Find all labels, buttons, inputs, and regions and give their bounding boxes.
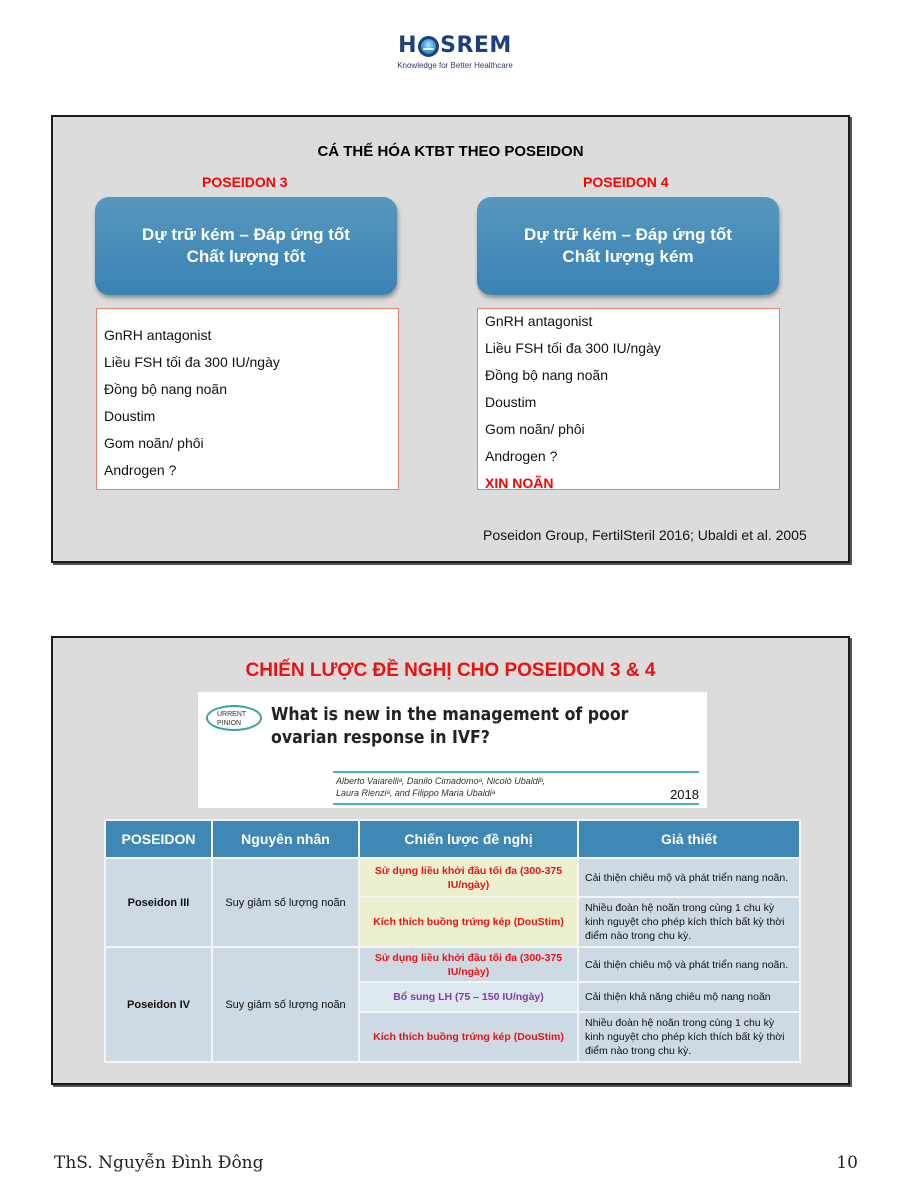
divider xyxy=(333,803,699,805)
column-header-strategy: Chiến lược đề nghị xyxy=(359,820,578,858)
list-item: Gom noãn/ phôi xyxy=(485,421,585,437)
list-item: Androgen ? xyxy=(485,448,558,464)
logo-tagline: Knowledge for Better Healthcare xyxy=(397,61,513,70)
table-row xyxy=(105,858,800,897)
poseidon-group-cell: Poseidon III xyxy=(105,858,212,947)
poseidon-3-profile-box xyxy=(95,197,397,295)
hypothesis-cell: Nhiều đoàn hệ noãn trong cùng 1 chu kỳ kinh nguyệt cho phép kích thích bất kỳ thời điểm nào trong chu kỳ. xyxy=(578,1012,800,1062)
profile-line-2: Chất lượng tốt xyxy=(186,247,306,266)
strategy-cell: Kích thích buồng trứng kép (DouStim) xyxy=(359,1012,578,1062)
divider xyxy=(333,771,699,773)
list-item: GnRH antagonist xyxy=(104,327,212,343)
list-item: Liều FSH tối đa 300 IU/ngày xyxy=(104,354,280,370)
strategy-cell: Kích thích buồng trứng kép (DouStim) xyxy=(359,897,578,947)
paper-year: 2018 xyxy=(670,787,699,802)
footer-author: ThS. Nguyễn Đình Đông xyxy=(54,1153,264,1173)
profile-line-1: Dự trữ kém – Đáp ứng tốt xyxy=(142,225,350,244)
poseidon-3-strategy-list xyxy=(96,308,399,490)
list-item: Đồng bộ nang noãn xyxy=(485,367,608,383)
cause-cell: Suy giảm số lượng noãn xyxy=(212,947,359,1062)
logo-wordmark xyxy=(380,33,530,59)
poseidon-group-cell: Poseidon IV xyxy=(105,947,212,1062)
hypothesis-cell: Cải thiện khả năng chiêu mộ nang noãn xyxy=(578,982,800,1012)
hosrem-logo xyxy=(380,33,530,70)
list-item: Androgen ? xyxy=(104,462,177,478)
poseidon-4-profile-box xyxy=(477,197,779,295)
logo-text-h: H xyxy=(398,33,418,58)
column-header-cause: Nguyên nhân xyxy=(212,820,359,858)
slide-title: CHIẾN LƯỢC ĐỀ NGHỊ CHO POSEIDON 3 & 4 xyxy=(245,660,656,681)
authors-line-1: Alberto Vaiarelliᵃ, Danilo Cimadomoᵃ, Nicolò Ubaldiᵇ, xyxy=(336,776,546,786)
poseidon-4-label: POSEIDON 4 xyxy=(583,174,669,190)
paper-header-image xyxy=(198,692,707,808)
logo-text-srem: SREM xyxy=(440,33,512,58)
list-item: Doustim xyxy=(485,394,537,410)
profile-line-2: Chất lượng kém xyxy=(562,247,694,266)
list-item: Gom noãn/ phôi xyxy=(104,435,204,451)
strategy-cell: Sử dụng liều khởi đầu tối đa (300-375 IU/ngày) xyxy=(359,858,578,897)
poseidon-4-strategy-list xyxy=(477,308,780,490)
list-item: Doustim xyxy=(104,408,156,424)
journal-logo-line-2: PINION xyxy=(217,720,242,727)
citation: Poseidon Group, FertilSteril 2016; Ubaldi et al. 2005 xyxy=(483,527,807,543)
poseidon-3-label: POSEIDON 3 xyxy=(202,174,288,190)
page-number: 10 xyxy=(836,1153,858,1173)
authors-line-2: Laura Rienziᵃ, and Filippo Maria Ubaldiᵃ xyxy=(336,788,496,798)
globe-icon xyxy=(418,36,439,57)
table-header-row xyxy=(105,820,800,858)
slide-poseidon-individualization xyxy=(51,115,850,563)
slide-title: CÁ THỂ HÓA KTBT THEO POSEIDON xyxy=(317,143,584,160)
hypothesis-cell: Cải thiện chiêu mộ và phát triển nang noãn. xyxy=(578,947,800,982)
journal-logo-line-1: URRENT xyxy=(217,711,247,718)
strategy-cell: Sử dụng liều khởi đầu tối đa (300-375 IU/ngày) xyxy=(359,947,578,982)
table-row xyxy=(105,947,800,982)
list-item-highlight: XIN NOÃN xyxy=(485,475,554,491)
hypothesis-cell: Cải thiện chiêu mộ và phát triển nang noãn. xyxy=(578,858,800,897)
list-item: GnRH antagonist xyxy=(485,313,593,329)
slide-proposed-strategy xyxy=(51,636,850,1085)
strategy-table xyxy=(104,819,801,1063)
list-item: Đồng bộ nang noãn xyxy=(104,381,227,397)
profile-line-1: Dự trữ kém – Đáp ứng tốt xyxy=(524,225,732,244)
strategy-cell: Bổ sung LH (75 – 150 IU/ngày) xyxy=(359,982,578,1012)
column-header-hypothesis: Giả thiết xyxy=(578,820,800,858)
list-item: Liều FSH tối đa 300 IU/ngày xyxy=(485,340,661,356)
paper-authors xyxy=(336,775,545,799)
column-header-poseidon: POSEIDON xyxy=(105,820,212,858)
paper-title: What is new in the management of poor ovarian response in IVF? xyxy=(271,705,629,748)
current-opinion-logo-icon xyxy=(206,705,262,731)
cause-cell: Suy giảm số lượng noãn xyxy=(212,858,359,947)
hypothesis-cell: Nhiều đoàn hệ noãn trong cùng 1 chu kỳ kinh nguyệt cho phép kích thích bất kỳ thời điểm nào trong chu kỳ. xyxy=(578,897,800,947)
